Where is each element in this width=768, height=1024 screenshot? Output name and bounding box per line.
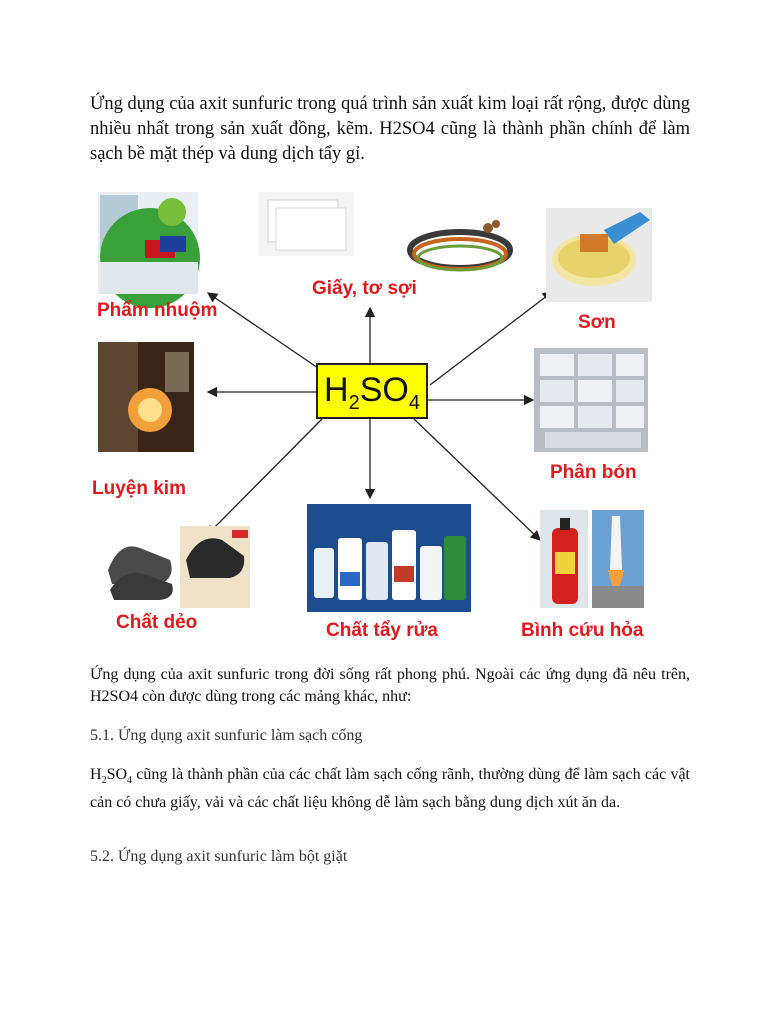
paper-picture	[258, 192, 354, 256]
detergent-picture	[307, 504, 471, 612]
arrow-to-plastic	[207, 419, 322, 535]
label-plastic: Chất dẻo	[116, 612, 198, 633]
fiber-picture	[410, 220, 510, 270]
section-heading-5-1: 5.1. Ứng dụng axit sunfuric làm sạch cống	[90, 727, 363, 744]
label-dye: Phẩm nhuộm	[97, 300, 218, 321]
dye-picture	[98, 192, 200, 308]
fertilizer-picture	[534, 348, 648, 452]
label-extinguisher: Bình cứu hỏa	[521, 620, 644, 641]
arrow-to-dye	[208, 293, 318, 368]
metallurgy-picture	[98, 342, 194, 452]
label-metallurgy: Luyện kim	[92, 478, 186, 499]
section-heading-5-2: 5.2. Ứng dụng axit sunfuric làm bột giặt	[90, 848, 348, 865]
usage-paragraph: Ứng dụng của axit sunfuric trong đời sống rất phong phú. Ngoài các ứng dụng đã nêu trên, H2SO4 còn được dùng trong các mảng khác, như:	[90, 666, 690, 705]
label-fertilizer: Phân bón	[550, 462, 637, 483]
arrow-to-paint	[430, 292, 552, 385]
paint-picture	[546, 208, 652, 302]
label-paper-fiber: Giấy, tơ sợi	[312, 278, 417, 299]
label-detergent: Chất tẩy rửa	[326, 620, 438, 641]
drain-cleaning-paragraph: $H_2SO_4$ cũng là thành phần của các chất làm sạch cống rãnh, thường dùng để làm sạch các vật cản có chưa giấy, vải và các chất liệu không dễ làm sạch bằng dung dịch xút ăn da.	[90, 766, 690, 812]
extinguisher-picture	[540, 510, 644, 608]
label-paint: Sơn	[578, 312, 616, 333]
plastic-picture	[102, 526, 250, 608]
intro-paragraph: Ứng dụng của axit sunfuric trong quá trình sản xuất kim loại rất rộng, được dùng nhiều nhất trong sản xuất đồng, kẽm. H2SO4 cũng là thành phần chính để làm sạch bề mặt thép và dung dịch tẩy gỉ.	[90, 94, 690, 164]
h2so4-center-box: $H_2SO_4$	[316, 363, 428, 419]
